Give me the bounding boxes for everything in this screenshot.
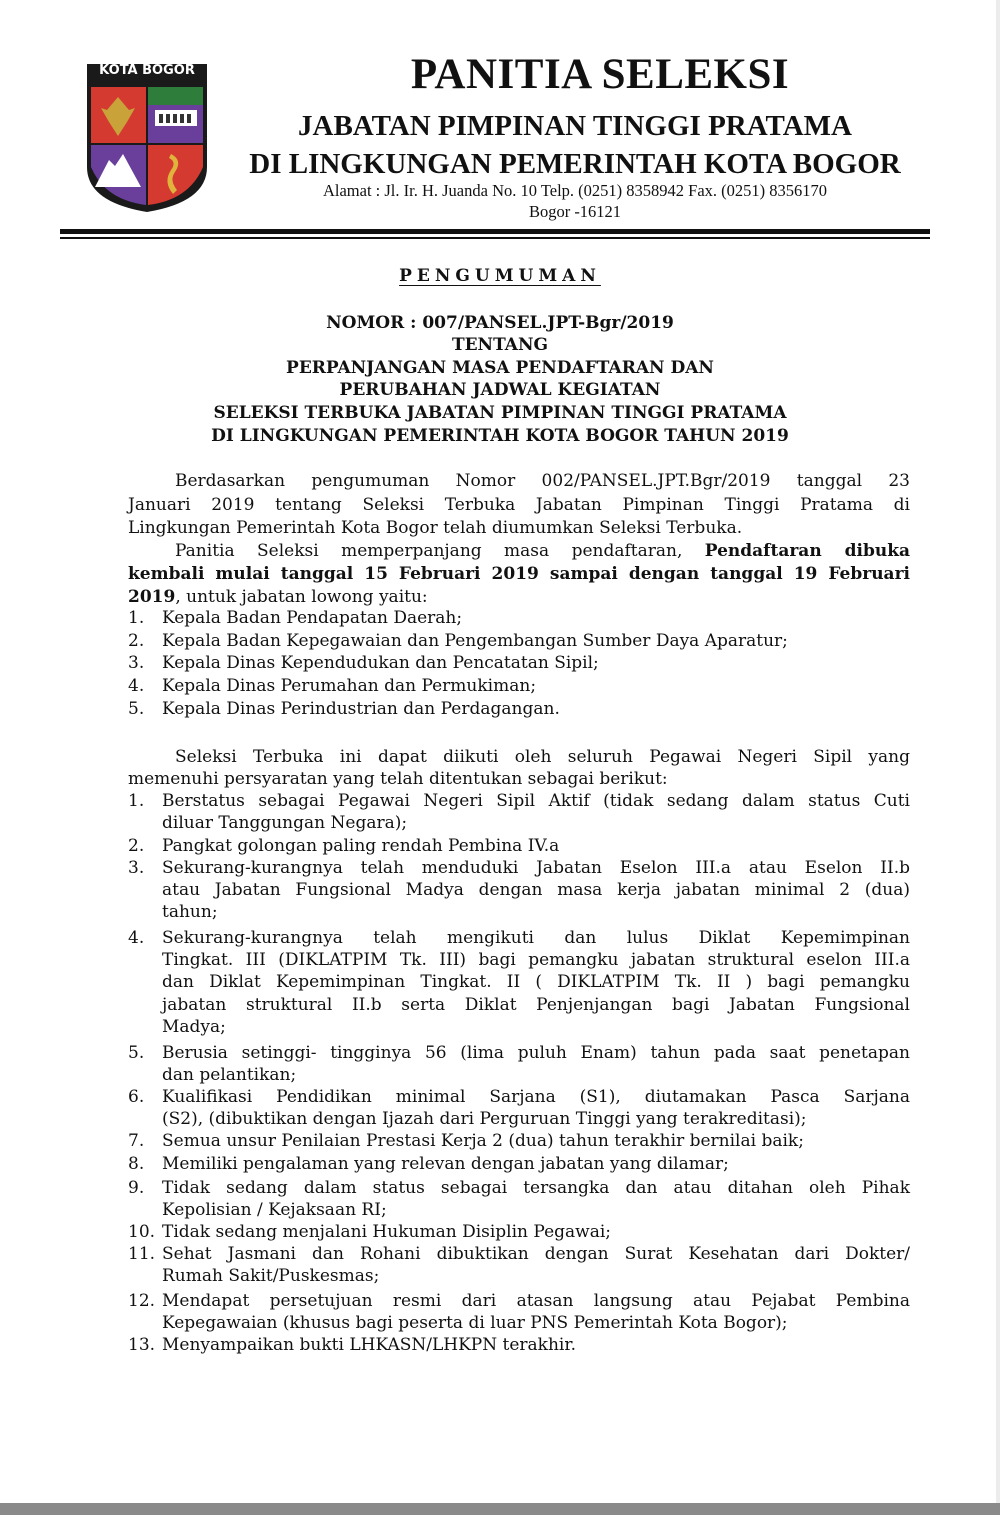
requirement-line: Kepolisian / Kejaksaan RI; [162, 1200, 387, 1221]
letterhead-rule-thick [60, 229, 930, 234]
org-subtitle-1: JABATAN PIMPINAN TINGGI PRATAMA [298, 110, 852, 142]
requirement-line: Tidak sedang menjalani Hukuman Disiplin Pegawai; [162, 1222, 612, 1242]
requirement-line: Tingkat. III (DIKLATPIM Tk. III) bagi pemangku jabatan struktural eselon III.a [162, 950, 910, 971]
requirement-line: Sekurang-kurangnya telah mengikuti dan lulus Diklat Kepemimpinan [162, 928, 910, 948]
requirement-line: tahun; [162, 902, 218, 923]
scan-edge-bottom [0, 1503, 1000, 1515]
requirement-number: 12. [128, 1291, 156, 1311]
requirement-line: (S2), (dibuktikan dengan Ijazah dari Perguruan Tinggi yang terakreditasi); [162, 1109, 807, 1130]
letterhead-rule-thin [60, 237, 930, 239]
org-subtitle-2: DI LINGKUNGAN PEMERINTAH KOTA BOGOR [249, 148, 901, 180]
requirement-line: dan pelantikan; [162, 1065, 297, 1086]
requirement-line: Berstatus sebagai Pegawai Negeri Sipil Aktif (tidak sedang dalam status Cuti [162, 791, 910, 811]
intro-line-1: Berdasarkan pengumuman Nomor 002/PANSEL.JPT.Bgr/2019 tanggal 23 [175, 471, 910, 491]
requirement-line: Kualifikasi Pendidikan minimal Sarjana (S1), diutamakan Pasca Sarjana [162, 1087, 910, 1107]
requirement-line: Mendapat persetujuan resmi dari atasan langsung atau Pejabat Pembina [162, 1291, 910, 1311]
position-number: 1. [128, 608, 145, 628]
extension-text: Panitia Seleksi memperpanjang masa pendaftaran, [175, 541, 705, 561]
extension-tail: , untuk jabatan lowong yaitu: [175, 587, 428, 607]
scan-edge-right [996, 0, 1000, 1515]
requirement-line: diluar Tanggungan Negara); [162, 813, 408, 834]
requirement-number: 10. [128, 1222, 156, 1242]
announcement-subject-4: DI LINGKUNGAN PEMERINTAH KOTA BOGOR TAHUN 2019 [211, 426, 789, 446]
position-number: 3. [128, 653, 145, 673]
position-item: Kepala Dinas Perindustrian dan Perdagangan. [162, 699, 560, 719]
announcement-subject-3: SELEKSI TERBUKA JABATAN PIMPINAN TINGGI PRATAMA [213, 403, 787, 423]
position-item: Kepala Dinas Perumahan dan Permukiman; [162, 676, 537, 696]
requirement-line: Sehat Jasmani dan Rohani dibuktikan dengan Surat Kesehatan dari Dokter/ [162, 1244, 910, 1264]
intro-line-3: Lingkungan Pemerintah Kota Bogor telah diumumkan Seleksi Terbuka. [128, 518, 743, 538]
requirement-line: Rumah Sakit/Puskesmas; [162, 1266, 380, 1287]
position-item: Kepala Badan Pendapatan Daerah; [162, 608, 463, 628]
announcement-number: NOMOR : 007/PANSEL.JPT-Bgr/2019 [326, 313, 674, 333]
position-number: 5. [128, 699, 145, 719]
requirement-number: 3. [128, 858, 145, 878]
requirement-line: Kepegawaian (khusus bagi peserta di luar PNS Pemerintah Kota Bogor); [162, 1313, 788, 1334]
requirement-number: 1. [128, 791, 145, 811]
requirement-line: jabatan struktural II.b serta Diklat Penjenjangan bagi Jabatan Fungsional [162, 994, 910, 1015]
requirement-number: 13. [128, 1335, 156, 1355]
requirement-number: 5. [128, 1043, 145, 1063]
requirement-number: 9. [128, 1178, 145, 1198]
requirement-number: 8. [128, 1154, 145, 1174]
requirement-line: Tidak sedang dalam status sebagai tersangka dan atau ditahan oleh Pihak [162, 1178, 910, 1198]
requirement-number: 11. [128, 1244, 156, 1264]
extension-line-3 [128, 586, 428, 608]
requirement-line: Semua unsur Penilaian Prestasi Kerja 2 (dua) tahun terakhir bernilai baik; [162, 1131, 804, 1151]
requirement-number: 4. [128, 928, 145, 948]
announcement-label: PENGUMUMAN [399, 266, 601, 286]
extension-year: 2019 [128, 587, 176, 607]
requirement-line: dan Diklat Kepemimpinan Tingkat. II ( DIKLATPIM Tk. II ) bagi pemangku [162, 972, 910, 993]
position-item: Kepala Dinas Kependudukan dan Pencatatan Sipil; [162, 653, 599, 673]
announcement-subject-2: PERUBAHAN JADWAL KEGIATAN [339, 380, 661, 400]
requirements-intro-line-2: memenuhi persyaratan yang telah ditentukan sebagai berikut: [128, 769, 668, 789]
requirement-number: 7. [128, 1131, 145, 1151]
announcement-about: TENTANG [451, 335, 549, 355]
requirement-line: Berusia setinggi- tingginya 56 (lima puluh Enam) tahun pada saat penetapan [162, 1043, 910, 1063]
requirements-intro-line-1: Seleksi Terbuka ini dapat diikuti oleh seluruh Pegawai Negeri Sipil yang [175, 747, 910, 767]
requirement-line: Madya; [162, 1016, 226, 1037]
address-line-2: Bogor -16121 [528, 202, 622, 221]
requirement-line: atau Jabatan Fungsional Madya dengan masa kerja jabatan minimal 2 (dua) [162, 880, 910, 901]
requirement-number: 2. [128, 836, 145, 856]
position-number: 2. [128, 631, 145, 651]
requirement-line: Menyampaikan bukti LHKASN/LHKPN terakhir. [162, 1335, 577, 1355]
requirement-line: Pangkat golongan paling rendah Pembina IV.a [162, 836, 560, 856]
requirement-number: 6. [128, 1087, 145, 1107]
position-item: Kepala Badan Kepegawaian dan Pengembangan Sumber Daya Aparatur; [162, 631, 788, 651]
intro-line-2: Januari 2019 tentang Seleksi Terbuka Jabatan Pimpinan Tinggi Pratama di [128, 495, 910, 515]
extension-line-1 [175, 540, 910, 562]
position-number: 4. [128, 676, 145, 696]
extension-line-2: kembali mulai tanggal 15 Februari 2019 sampai dengan tanggal 19 Februari [128, 564, 910, 584]
extension-bold: Pendaftaran dibuka [704, 541, 910, 561]
requirement-line: Memiliki pengalaman yang relevan dengan jabatan yang dilamar; [162, 1154, 729, 1174]
requirement-line: Sekurang-kurangnya telah menduduki Jabatan Eselon III.a atau Eselon II.b [162, 858, 910, 878]
org-title: PANITIA SELEKSI [410, 51, 790, 98]
announcement-subject-1: PERPANJANGAN MASA PENDAFTARAN DAN [286, 358, 714, 378]
logo-label: KOTA BOGOR [99, 63, 195, 78]
address-line-1: Alamat : Jl. Ir. H. Juanda No. 10 Telp. (0251) 8358942 Fax. (0251) 8356170 [322, 181, 828, 200]
